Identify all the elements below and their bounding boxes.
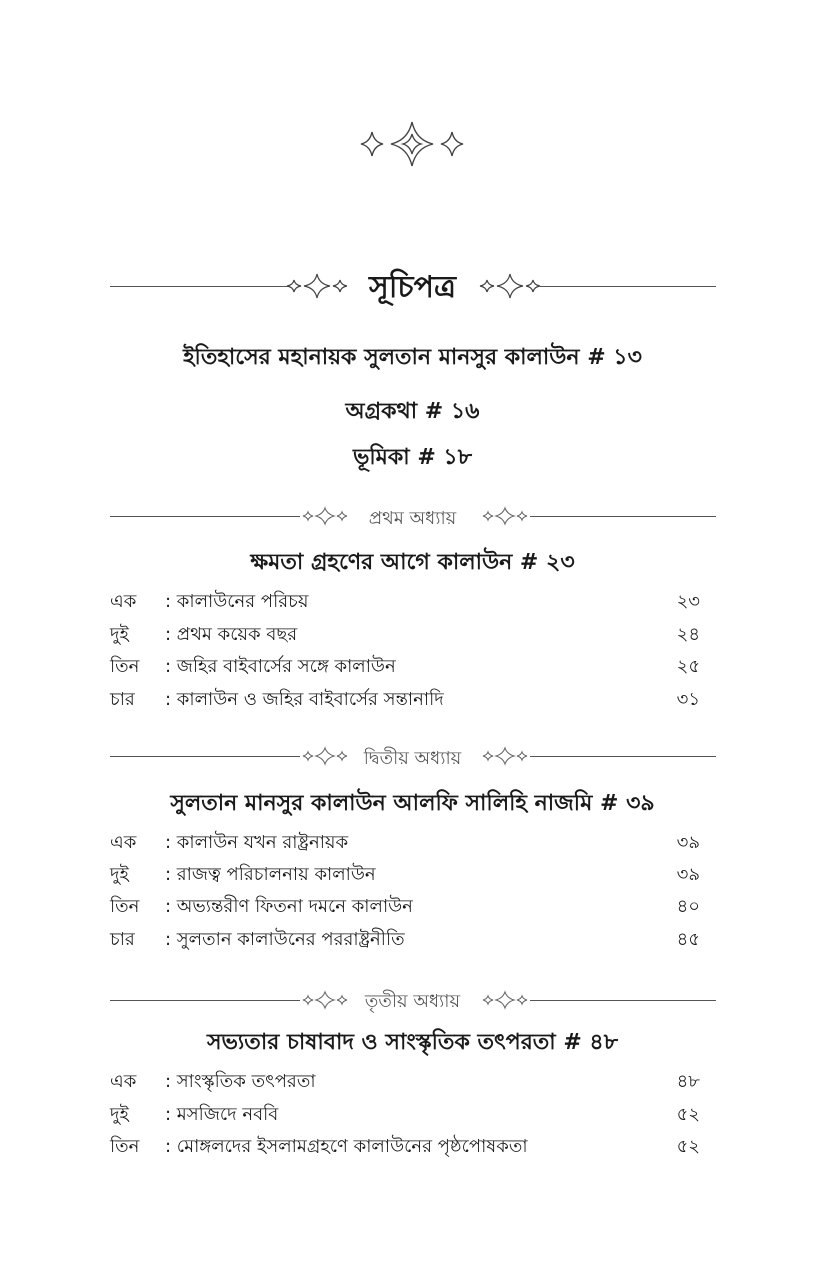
entry-title: : জহির বাইবার্সের সঙ্গে কালাউন — [165, 656, 396, 677]
chapter-2-heading: সুলতান মানসুর কালাউন আলফি সালিহি নাজমি # ৩৯ — [170, 791, 655, 816]
chapter-3-ornament-right-icon — [480, 990, 530, 1010]
entry-number: দুই — [110, 1104, 129, 1125]
entry-number: চার — [110, 929, 135, 950]
entry-title: : কালাউন যখন রাষ্ট্রনায়ক — [165, 832, 349, 853]
entry-title: : রাজত্ব পরিচালনায় কালাউন — [165, 864, 376, 885]
chapter-3-rule-right — [530, 1000, 716, 1001]
entry-title: : প্রথম কয়েক বছর — [165, 624, 298, 645]
front-heading-2: অগ্রকথা # ১৬ — [345, 399, 480, 424]
entry-number: এক — [110, 832, 137, 853]
title-rule-right — [540, 286, 716, 287]
toc-title: সূচিপত্র — [369, 270, 456, 305]
entry-page: ৩৯ — [676, 864, 700, 885]
chapter-3-heading: সভ্যতার চাষাবাদ ও সাংস্কৃতিক তৎপরতা # ৪৮ — [207, 1030, 618, 1055]
entry-page: ২৩ — [676, 591, 700, 612]
chapter-1-rule-right — [530, 516, 716, 517]
entry-page: ৩৯ — [676, 832, 700, 853]
entry-title: : মসজিদে নববি — [165, 1104, 279, 1125]
entry-page: ২৫ — [676, 656, 700, 677]
chapter-3-label: তৃতীয় অধ্যায় — [364, 991, 461, 1012]
entry-number: এক — [110, 591, 137, 612]
chapter-1-label: প্রথম অধ্যায় — [368, 508, 457, 529]
entry-page: ৫২ — [676, 1104, 700, 1125]
entry-title: : অভ্যন্তরীণ ফিতনা দমনে কালাউন — [165, 896, 413, 917]
entry-page: ৪৫ — [676, 929, 700, 950]
entry-number: এক — [110, 1071, 137, 1092]
entry-page: ৫২ — [676, 1136, 700, 1157]
front-heading-3: ভূমিকা # ১৮ — [353, 445, 472, 470]
chapter-2-ornament-right-icon — [480, 746, 530, 766]
chapter-2-label: দ্বিতীয় অধ্যায় — [363, 748, 462, 769]
entry-title: : কালাউনের পরিচয় — [165, 591, 309, 612]
entry-title: : মোঙ্গলদের ইসলামগ্রহণে কালাউনের পৃষ্ঠপোষকতা — [165, 1136, 528, 1157]
entry-number: দুই — [110, 624, 129, 645]
title-ornament-right-icon — [475, 272, 545, 300]
chapter-1-heading: ক্ষমতা গ্রহণের আগে কালাউন # ২৩ — [250, 550, 575, 575]
entry-page: ৪৮ — [676, 1071, 700, 1092]
entry-page: ৩১ — [676, 689, 700, 710]
entry-number: তিন — [110, 896, 140, 917]
chapter-1-ornament-right-icon — [480, 506, 530, 526]
entry-title: : কালাউন ও জহির বাইবার্সের সন্তানাদি — [165, 689, 444, 710]
entry-page: ২৪ — [676, 624, 700, 645]
entry-number: তিন — [110, 656, 140, 677]
front-heading-1: ইতিহাসের মহানায়ক সুলতান মানসুর কালাউন # ১৩ — [183, 345, 642, 370]
top-star-ornament-icon — [355, 118, 470, 170]
entry-page: ৪০ — [676, 896, 700, 917]
entry-number: দুই — [110, 864, 129, 885]
entry-title: : সাংস্কৃতিক তৎপরতা — [165, 1071, 316, 1092]
entry-number: চার — [110, 689, 135, 710]
entry-title: : সুলতান কালাউনের পররাষ্ট্রনীতি — [165, 929, 405, 950]
chapter-2-rule-right — [530, 756, 716, 757]
entry-number: তিন — [110, 1136, 140, 1157]
